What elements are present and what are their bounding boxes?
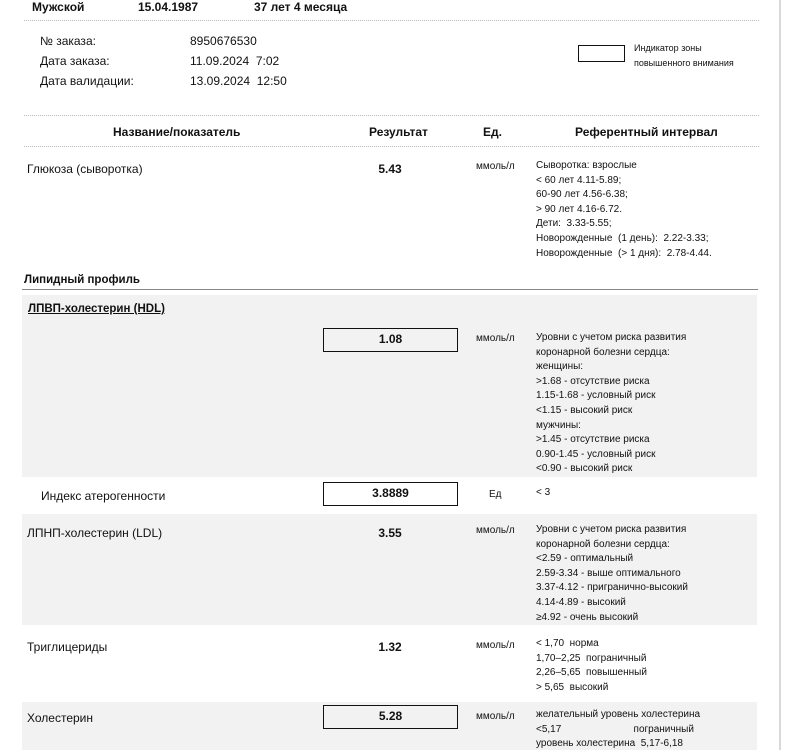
order-number-label: № заказа: (40, 34, 96, 48)
column-header-unit: Ед. (483, 125, 502, 139)
atherogenic-index-name: Индекс атерогенности (41, 489, 166, 503)
triglycerides-unit: ммоль/л (476, 640, 515, 651)
ldl-unit: ммоль/л (476, 525, 515, 536)
patient-birth-date: 15.04.1987 (138, 0, 199, 14)
attention-indicator-label: Индикатор зоны повышенного внимания (634, 43, 734, 68)
hdl-unit: ммоль/л (476, 333, 515, 344)
patient-age: 37 лет 4 месяца (254, 0, 348, 14)
validation-date-label: Дата валидации: (40, 74, 134, 88)
glucose-name: Глюкоза (сыворотка) (27, 162, 143, 176)
atherogenic-index-result-flagged: 3.8889 (323, 482, 458, 506)
hdl-name: ЛПВП-холестерин (HDL) (28, 303, 165, 315)
glucose-unit: ммоль/л (476, 161, 515, 172)
ldl-reference: Уровни с учетом риска развития коронарной болезни сердца: <2.59 - оптимальный 2.59-3.34 - выше оптимального 3.37-4.12 - пригранично-высокий 4.14-4.89 - высокий ≥4.92 - очень высокий (536, 524, 688, 623)
atherogenic-index-reference: < 3 (536, 487, 551, 498)
ldl-name: ЛПНП-холестерин (LDL) (27, 526, 163, 540)
cholesterol-unit: ммоль/л (476, 711, 515, 722)
dotted-divider (24, 20, 759, 21)
lipid-profile-heading: Липидный профиль (24, 274, 140, 286)
page-edge (779, 0, 781, 750)
order-date: 11.09.2024 7:02 (190, 54, 280, 68)
triglycerides-reference: < 1,70 норма 1,70–2,25 пограничный 2,26–5,65 повышенный > 5,65 высокий (536, 638, 647, 693)
patient-sex: Мужской (32, 0, 85, 14)
column-header-name: Название/показатель (113, 125, 241, 139)
dotted-divider (24, 115, 759, 116)
ldl-result: 3.55 (378, 526, 402, 540)
hdl-reference: Уровни с учетом риска развития коронарной болезни сердца: женщины: >1.68 - отсутствие риска 1.15-1.68 - условный риск <1.15 - высокий риск мужчины: >1.45 - отсутствие риска 0.90-1.45 - условный риск <0.90 - высокий риск (536, 332, 687, 475)
cholesterol-reference: желательный уровень холестерина <5,17 пограничный уровень холестерина 5,17-6,18 (536, 709, 701, 750)
cholesterol-name: Холестерин (27, 711, 93, 725)
order-date-label: Дата заказа: (40, 54, 110, 68)
dotted-divider (24, 146, 759, 147)
atherogenic-index-unit: Ед (489, 489, 502, 500)
cholesterol-result-flagged: 5.28 (323, 705, 458, 729)
glucose-result: 5.43 (378, 162, 402, 176)
hdl-result-flagged: 1.08 (323, 328, 458, 352)
column-header-result: Результат (369, 125, 428, 139)
section-rule (22, 289, 758, 290)
attention-indicator-box (578, 45, 625, 62)
triglycerides-result: 1.32 (378, 640, 402, 654)
order-number: 8950676530 (190, 34, 257, 48)
validation-date: 13.09.2024 12:50 (190, 74, 287, 88)
column-header-reference: Референтный интервал (575, 125, 718, 139)
triglycerides-name: Триглицериды (27, 640, 108, 654)
glucose-reference: Сыворотка: взрослые < 60 лет 4.11-5.89; 60-90 лет 4.56-6.38; > 90 лет 4.16-6.72. Дети: 3.33-5.55; Новорожденные (1 день): 2.22-3.33; Новорожденные (> 1 дня): 2.78-4.44. (536, 160, 712, 259)
